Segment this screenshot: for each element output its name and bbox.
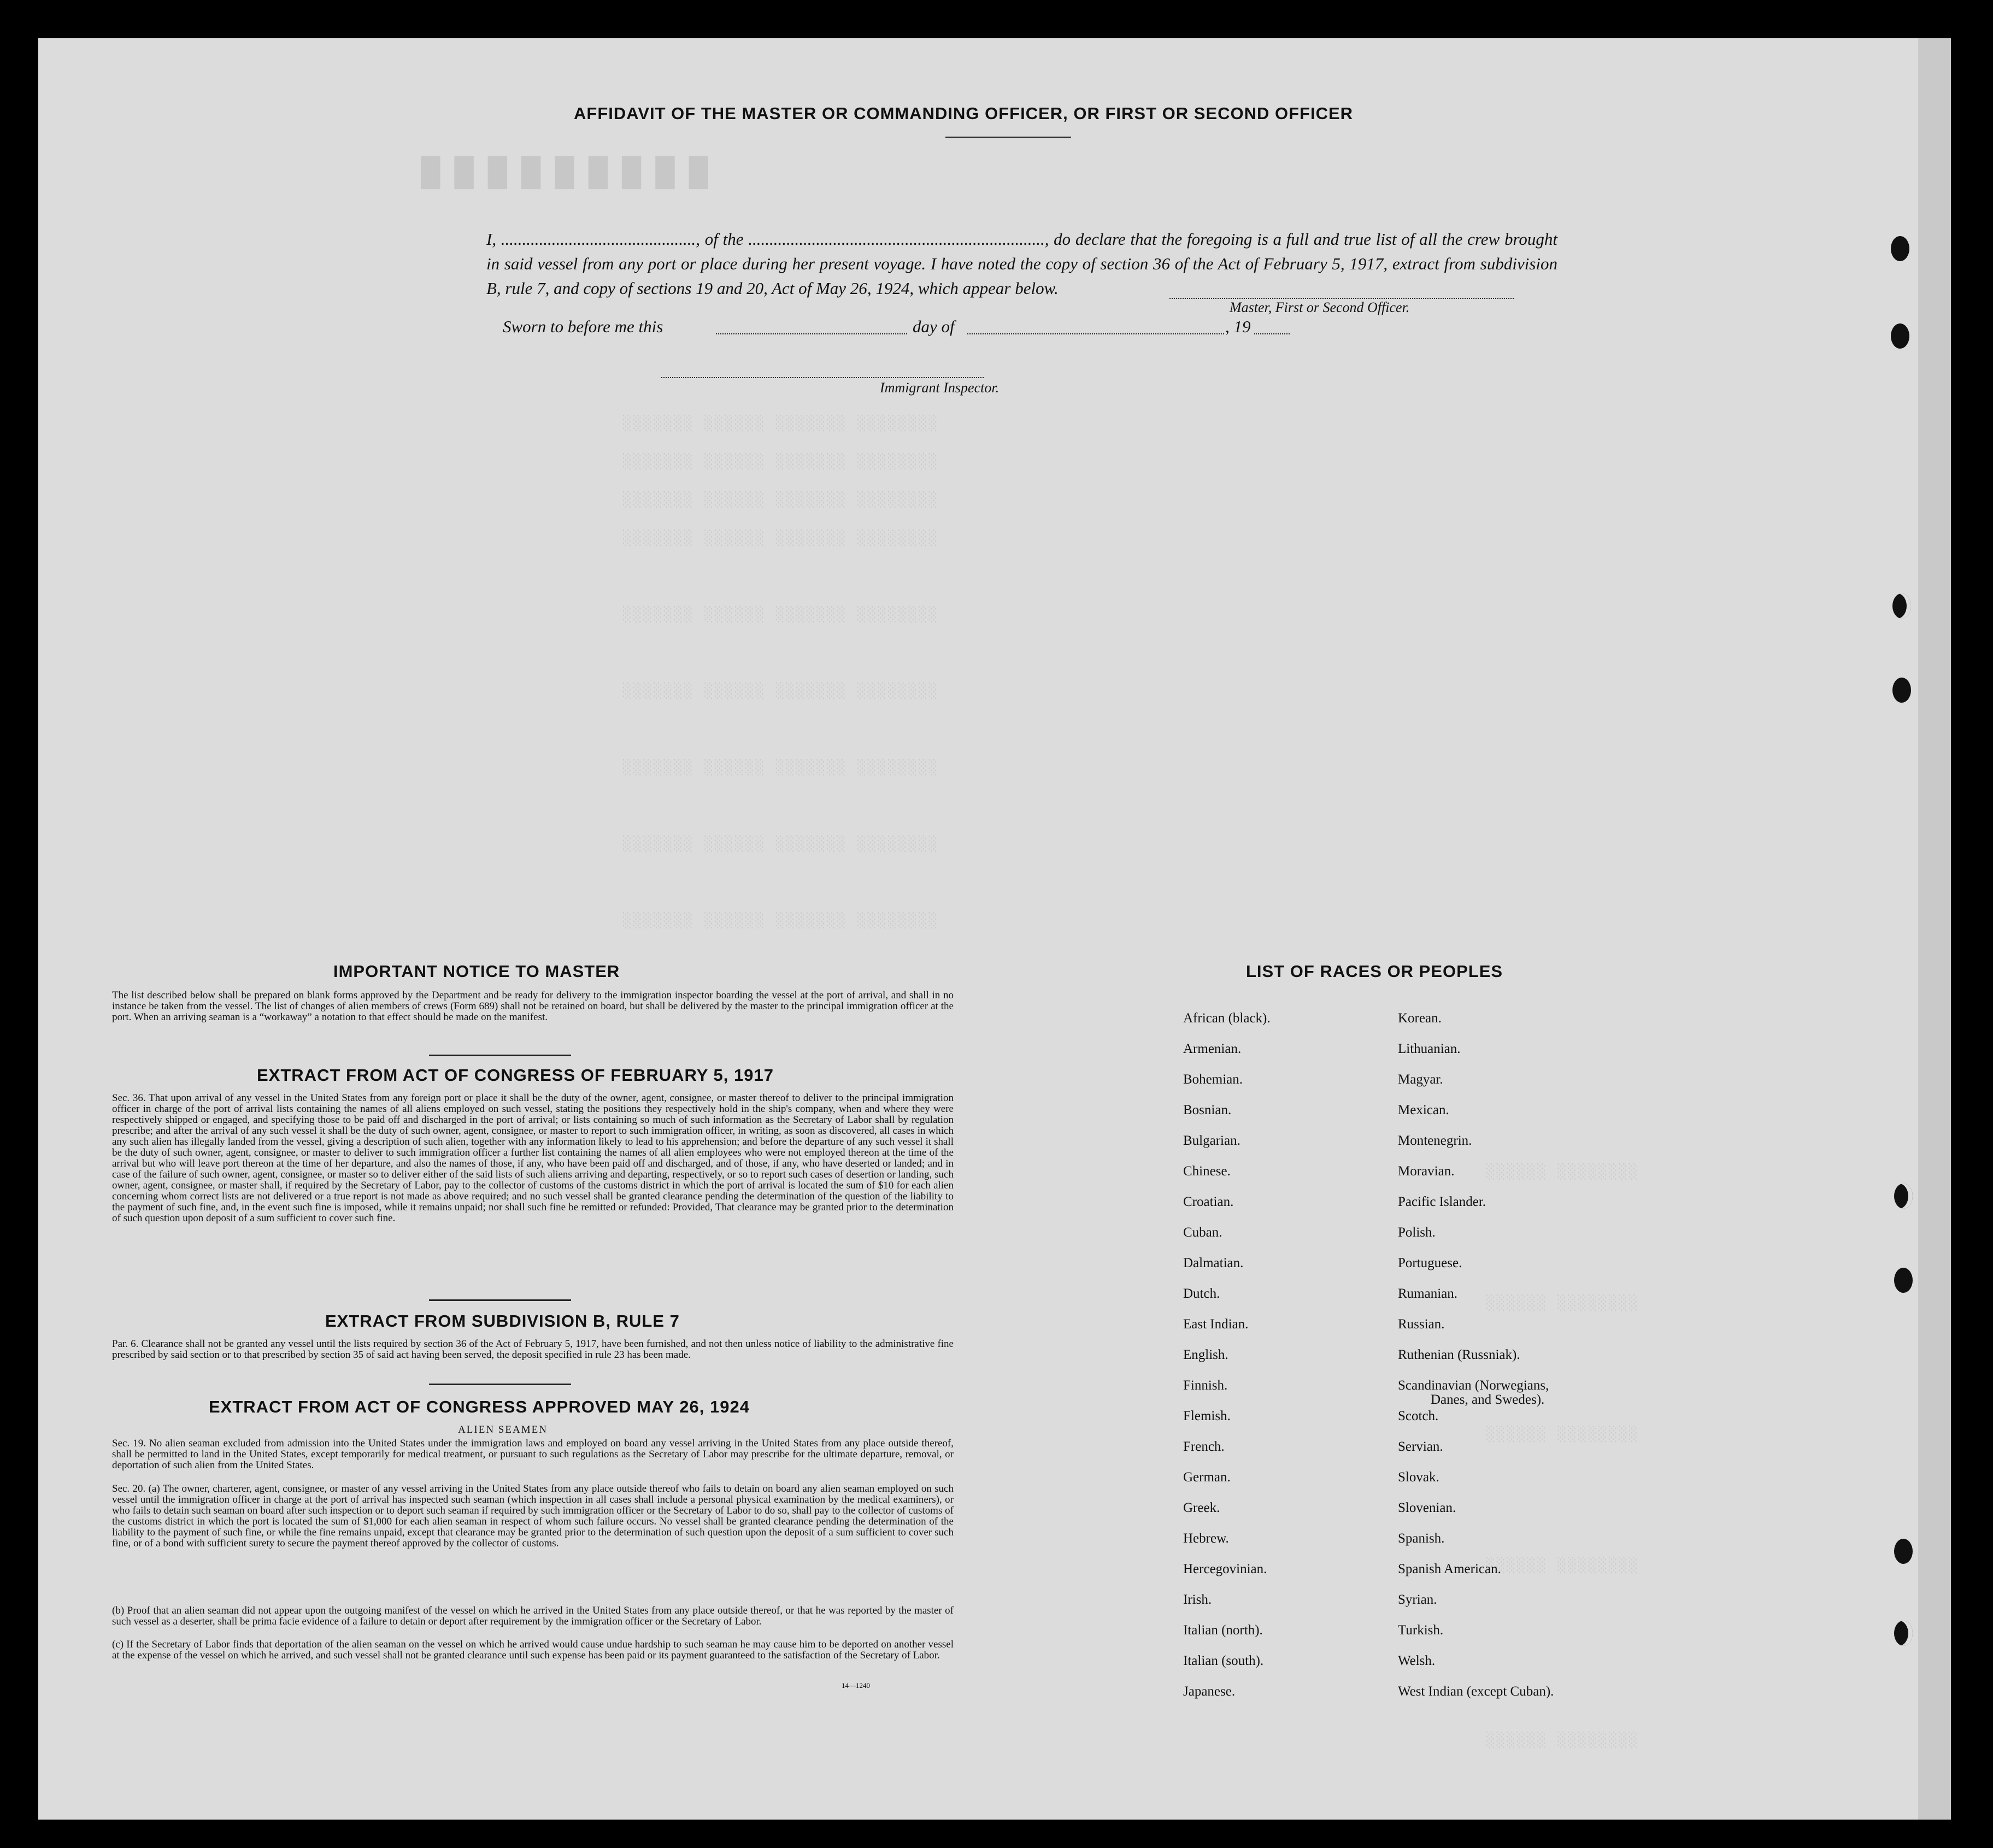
race-item: Japanese.: [1183, 1684, 1236, 1699]
act-1924-sec19: Sec. 19. No alien seaman excluded from admission into the United States under the immigration laws and employed on board any vessel arriving in the United States from any place outside thereof, shall be permitted to land in the United States, except temporarily for medical treatment, or pursuant to such regulations as the Secretary of Labor may prescribe for the ultimate departure, removal, or deportation of such alien from the United States.: [112, 1438, 954, 1471]
race-item: Moravian.: [1398, 1164, 1455, 1179]
race-item: Spanish American.: [1398, 1562, 1501, 1576]
bleed-through-row: ░░░░░░ ░░░░░░░░: [1486, 1732, 1639, 1749]
race-item: Italian (south).: [1183, 1653, 1264, 1668]
race-item: Portuguese.: [1398, 1256, 1462, 1270]
race-item: Hercegovinian.: [1183, 1562, 1267, 1576]
race-item: Montenegrin.: [1398, 1133, 1472, 1148]
race-item: Irish.: [1183, 1592, 1212, 1607]
punch-hole-icon: [1894, 1621, 1913, 1646]
race-item: German.: [1183, 1470, 1231, 1485]
bleed-through-row: ░░░░░░░ ░░░░░░ ░░░░░░░ ░░░░░░░░: [623, 492, 939, 508]
punch-hole-icon: [1892, 593, 1911, 619]
race-item: Mexican.: [1398, 1103, 1449, 1117]
notice-rule: [429, 1055, 571, 1056]
affidavit-title: AFFIDAVIT OF THE MASTER OR COMMANDING OFFICER, OR FIRST OR SECOND OFFICER: [574, 104, 1354, 123]
act-1917-title: EXTRACT FROM ACT OF CONGRESS OF FEBRUARY 5, 1917: [257, 1066, 774, 1085]
affidavit-declaration: I, .............................................., of the ......................................................................, do declare that the foregoing is a full and true list of all the crew brought in said vessel from any port or place during her present voyage. I have noted the copy of section 36 of the Act of February 5, 1917, extract from subdivision B, rule 7, and copy of sections 19 and 20, Act of May 26, 1924, which appear below.: [486, 229, 1557, 298]
punch-hole-icon: [1894, 1184, 1913, 1209]
punch-hole-icon: [1891, 236, 1909, 261]
race-item: Italian (north).: [1183, 1623, 1263, 1638]
punch-hole-icon: [1891, 323, 1909, 349]
race-item: Servian.: [1398, 1439, 1443, 1454]
form-sheet: [38, 38, 1918, 1820]
race-item: West Indian (except Cuban).: [1398, 1684, 1554, 1699]
race-item: Dalmatian.: [1183, 1256, 1244, 1270]
bleed-through-row: ░░░░░░░ ░░░░░░ ░░░░░░░ ░░░░░░░░: [623, 607, 939, 623]
race-item: Greek.: [1183, 1500, 1220, 1515]
punch-hole-icon: [1894, 1539, 1913, 1564]
sworn-month-line: [967, 333, 1224, 334]
sheet-edge: [1918, 38, 1951, 1820]
rule-7-rule: [429, 1384, 571, 1385]
race-item: Ruthenian (Russniak).: [1398, 1347, 1520, 1362]
race-item: Magyar.: [1398, 1072, 1443, 1087]
race-item: Scandinavian (Norwegians,: [1398, 1378, 1549, 1393]
bleed-through-heading: █ █ █ █ █ █ █ █ █: [421, 156, 712, 187]
affidavit-title-rule: [945, 137, 1071, 138]
race-item: Croatian.: [1183, 1194, 1234, 1209]
bleed-through-row: ░░░░░░ ░░░░░░░░: [1486, 1557, 1639, 1574]
race-item: Lithuanian.: [1398, 1041, 1461, 1056]
race-item: Welsh.: [1398, 1653, 1436, 1668]
sworn-prefix: Sworn to before me this: [503, 317, 663, 336]
form-number: 14—1240: [842, 1681, 870, 1690]
race-item: French.: [1183, 1439, 1225, 1454]
race-item: Polish.: [1398, 1225, 1436, 1240]
bleed-through-row: ░░░░░░░ ░░░░░░ ░░░░░░░ ░░░░░░░░: [623, 454, 939, 470]
races-title: LIST OF RACES OR PEOPLES: [1246, 962, 1503, 981]
race-item: English.: [1183, 1347, 1228, 1362]
master-signature-line: [1169, 298, 1514, 299]
race-item: Turkish.: [1398, 1623, 1444, 1638]
rule-7-title: EXTRACT FROM SUBDIVISION B, RULE 7: [325, 1311, 680, 1331]
notice-title: IMPORTANT NOTICE TO MASTER: [333, 962, 620, 981]
race-item: Chinese.: [1183, 1164, 1231, 1179]
inspector-signature-line: [661, 377, 984, 378]
bleed-through-row: ░░░░░░ ░░░░░░░░: [1486, 1164, 1639, 1180]
race-item: Cuban.: [1183, 1225, 1222, 1240]
act-1917-rule: [429, 1299, 571, 1301]
race-item: African (black).: [1183, 1011, 1271, 1026]
race-item: Rumanian.: [1398, 1286, 1458, 1301]
act-1924-sec20b: (b) Proof that an alien seaman did not appear upon the outgoing manifest of the vessel on which he arrived in the United States from any place outside thereof, or that he was reported by the master of such vessel as a deserter, shall be prima facie evidence of a failure to detain or deport after requirement by the immigration officer or the Secretary of Labor.: [112, 1605, 954, 1627]
bleed-through-row: ░░░░░░ ░░░░░░░░: [1486, 1426, 1639, 1443]
race-item: Flemish.: [1183, 1409, 1231, 1423]
race-item: Bohemian.: [1183, 1072, 1243, 1087]
bleed-through-row: ░░░░░░ ░░░░░░░░: [1486, 1295, 1639, 1311]
act-1924-sec20c: (c) If the Secretary of Labor finds that deportation of the alien seaman on the vessel on which he arrived would cause undue hardship to such seaman he may cause him to be deported on another vessel at the expense of the vessel on which he arrived, and such vessel shall not be granted clearance until such expense has been paid or its payment guaranteed to the satisfaction of the Secretary of Labor.: [112, 1639, 954, 1661]
punch-hole-icon: [1892, 678, 1911, 703]
sworn-date-line: [716, 333, 907, 334]
race-item: Hebrew.: [1183, 1531, 1229, 1546]
bleed-through-row: ░░░░░░░ ░░░░░░ ░░░░░░░ ░░░░░░░░: [623, 683, 939, 699]
bleed-through-row: ░░░░░░░ ░░░░░░ ░░░░░░░ ░░░░░░░░: [623, 913, 939, 929]
punch-hole-icon: [1894, 1268, 1913, 1293]
race-item: Spanish.: [1398, 1531, 1445, 1546]
race-item: Bulgarian.: [1183, 1133, 1241, 1148]
race-item: Armenian.: [1183, 1041, 1242, 1056]
race-item: Slovak.: [1398, 1470, 1439, 1485]
race-item: Syrian.: [1398, 1592, 1437, 1607]
inspector-signature-label: Immigrant Inspector.: [880, 380, 1000, 396]
race-item: Scotch.: [1398, 1409, 1439, 1423]
act-1924-sec20a: Sec. 20. (a) The owner, charterer, agent, consignee, or master of any vessel arriving in the United States from any place outside thereof who fails to detain on board any alien seaman employed on such vessel until the immigration officer in charge at the port of arrival has inspected such seaman (which inspection in all cases shall include a personal physical examination by the medical examiners), or who fails to detain such seaman on board after such inspection or to deport such seaman if required by such immigration officer or the Secretary of Labor to do so, shall pay to the collector of customs of the customs district in which the port is located the sum of $1,000 for each alien seaman in respect of whom such failure occurs. No vessel shall be granted clearance pending the determination of the liability to the payment of such fine, or while the fine remains unpaid, except that clearance may be granted prior to the determination of such question upon the deposit of a sum sufficient to cover such fine, or of a bond with sufficient surety to secure the payment thereof approved by the collector of customs.: [112, 1483, 954, 1549]
race-item: East Indian.: [1183, 1317, 1249, 1332]
bleed-through-row: ░░░░░░░ ░░░░░░ ░░░░░░░ ░░░░░░░░: [623, 415, 939, 432]
rule-7-text: Par. 6. Clearance shall not be granted any vessel until the lists required by section 36 of the Act of February 5, 1917, have been furnished, and not then unless notice of liability to the administrative fine prescribed by said section or to that prescribed by section 35 of said act having been served, the deposit specified in rule 23 has been made.: [112, 1338, 954, 1361]
notice-text: The list described below shall be prepared on blank forms approved by the Department and be ready for delivery to the immigration inspector boarding the vessel at the port of arrival, and shall in no instance be taken from the vessel. The list of changes of alien members of crews (Form 689) shall not be retained on board, but shall be delivered by the master to the principal immigration officer at the port. When an arriving seaman is a “workaway” a notation to that effect should be made on the manifest.: [112, 990, 954, 1023]
race-item: Dutch.: [1183, 1286, 1220, 1301]
race-item: Bosnian.: [1183, 1103, 1232, 1117]
race-item: Pacific Islander.: [1398, 1194, 1486, 1209]
act-1924-title: EXTRACT FROM ACT OF CONGRESS APPROVED MAY 26, 1924: [209, 1397, 750, 1416]
race-item: Russian.: [1398, 1317, 1445, 1332]
bleed-through-row: ░░░░░░░ ░░░░░░ ░░░░░░░ ░░░░░░░░: [623, 530, 939, 546]
race-item: Danes, and Swedes).: [1431, 1392, 1545, 1407]
race-item: Slovenian.: [1398, 1500, 1456, 1515]
act-1924-subtitle: ALIEN SEAMEN: [458, 1424, 548, 1435]
bleed-through-row: ░░░░░░░ ░░░░░░ ░░░░░░░ ░░░░░░░░: [623, 760, 939, 776]
master-signature-label: Master, First or Second Officer.: [1230, 299, 1410, 315]
race-item: Korean.: [1398, 1011, 1442, 1026]
bleed-through-row: ░░░░░░░ ░░░░░░ ░░░░░░░ ░░░░░░░░: [623, 836, 939, 852]
act-1917-text: Sec. 36. That upon arrival of any vessel in the United States from any foreign port or place it shall be the duty of the owner, agent, consignee, or master thereof to deliver to the principal immigration officer in charge of the port of arrival lists containing the names of all aliens employed on such vessel, stating the positions they respectively hold in the ship's company, when and where they were respectively shipped or engaged, and specifying those to be paid off and discharged in the port of arrival; or lists containing so much of such information as the Secretary of Labor shall by regulation prescribe; and after the arrival of any such vessel it shall be the duty of such owner, agent, consignee, or master to report to such immigration officer, in writing, as soon as discovered, all cases in which any such alien has illegally landed from the vessel, giving a description of such alien, together with any information likely to lead to his apprehension; and before the departure of any such vessel it shall be the duty of such owner, agent, consignee, or master to deliver to such immigration officer a further list containing the names of all alien employees who were not employed thereon at the time of the arrival but who will leave port thereon at the time of her departure, and also the names of those, if any, who have been paid off and discharged, and of those, if any, who have deserted or landed; and in case of the failure of such owner, agent, consignee, or master so to deliver either of the said lists of such aliens arriving and departing, respectively, or so to report such cases of desertion or landing, such owner, agent, consignee, or master shall, if required by the Secretary of Labor, pay to the collector of customs of the customs district in which the port of arrival is located the sum of $10 for each alien concerning whom correct lists are not delivered or a true report is not made as above required; and no such vessel shall be granted clearance pending the determination of the question of the liability to the payment of such fine, and, in the event such fine is imposed, while it remains unpaid; nor shall such fine be remitted or refunded: Provided, That clearance may be granted prior to the determination of such question upon deposit of a sum sufficient to cover such fine.: [112, 1092, 954, 1224]
sworn-year-line: [1254, 333, 1290, 334]
race-item: Finnish.: [1183, 1378, 1228, 1393]
sworn-year: , 19: [1225, 317, 1251, 336]
sworn-day-of: day of: [913, 317, 955, 336]
